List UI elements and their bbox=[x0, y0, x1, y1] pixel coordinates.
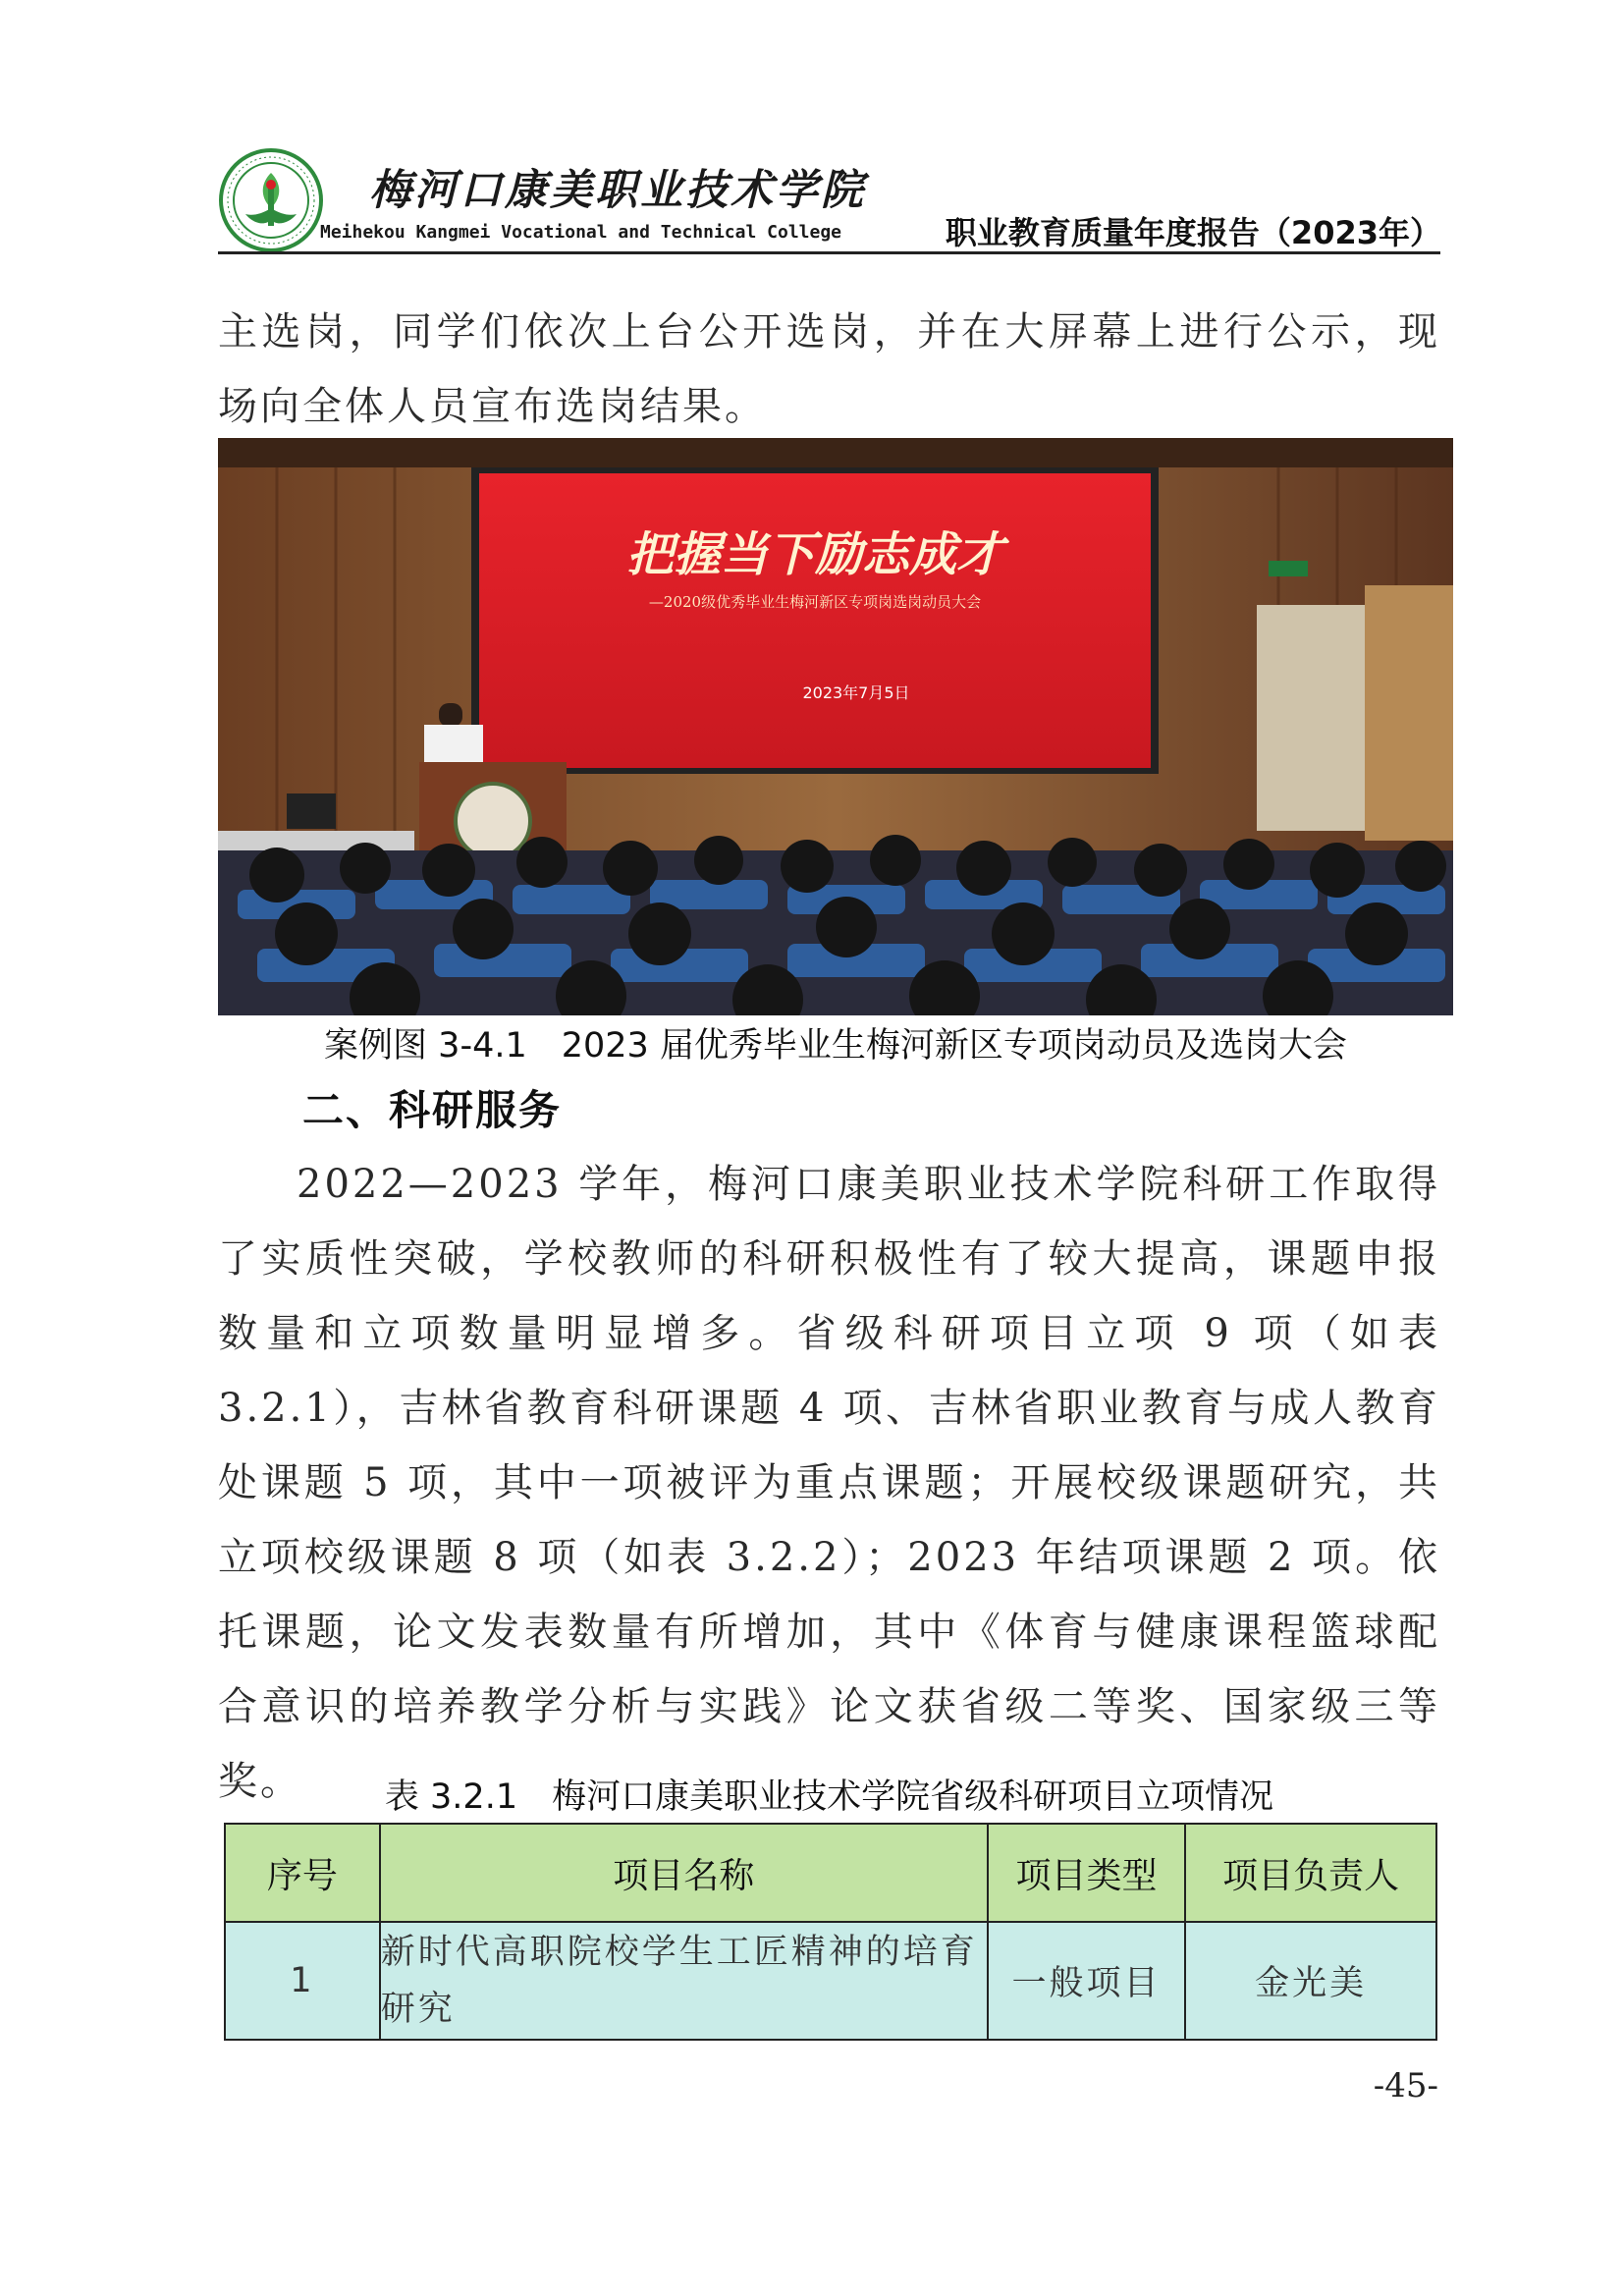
section-heading: 二、科研服务 bbox=[302, 1086, 563, 1134]
screen-date: 2023年7月5日 bbox=[802, 683, 910, 702]
intro-paragraph: 主选岗，同学们依次上台公开选岗，并在大屏幕上进行公示，现场向全体人员宣布选岗结果。 bbox=[218, 309, 1440, 429]
page-number: -45- bbox=[1373, 2066, 1438, 2105]
report-title: 职业教育质量年度报告（2023年） bbox=[945, 214, 1441, 251]
header-divider bbox=[218, 251, 1440, 254]
event-photo bbox=[218, 438, 1453, 1015]
photo-caption: 案例图 3-4.1 2023 届优秀毕业生梅河新区专项岗动员及选岗大会 bbox=[324, 1026, 1347, 1066]
table-row bbox=[225, 1922, 1436, 2040]
header-cell-no: 序号 bbox=[225, 1824, 380, 1922]
cell-leader: 金光美 bbox=[1185, 1922, 1436, 2040]
header-cell-name: 项目名称 bbox=[380, 1824, 988, 1922]
college-logo bbox=[218, 147, 324, 253]
school-name-en: Meihekou Kangmei Vocational and Technical College bbox=[320, 222, 842, 243]
screen-subtitle: —2020级优秀毕业生梅河新区专项岗选岗动员大会 bbox=[648, 593, 982, 611]
table-caption: 表 3.2.1 梅河口康美职业技术学院省级科研项目立项情况 bbox=[384, 1777, 1274, 1817]
body-paragraph: 2022—2023 学年，梅河口康美职业技术学院科研工作取得了实质性突破，学校教师的科研积极性有了较大提高，课题申报数量和立项数量明显增多。省级科研项目立项 9 项（如表 3.2.1），吉林省教育科研课题 4 项、吉林省职业教育与成人教育处课题 5 项，其中一项被评为重点课题；开展校级课题研究，共立项校级课题 8 项（如表 3.2.2）；2023 年结项课题 2 项。依托课题，论文发表数量有所增加，其中《体育与健康课程篮球配合意识的培养教学分析与实践》论文获省级二等奖、国家级三等奖。 bbox=[218, 1162, 1440, 1804]
project-table bbox=[224, 1823, 1437, 2041]
school-name-cn: 梅河口康美职业技术学院 bbox=[369, 166, 866, 215]
cell-type: 一般项目 bbox=[988, 1922, 1186, 2040]
header-cell-type: 项目类型 bbox=[988, 1824, 1186, 1922]
header-cell-leader: 项目负责人 bbox=[1185, 1824, 1436, 1922]
table-header-row bbox=[225, 1824, 1436, 1922]
screen-title: 把握当下励志成才 bbox=[625, 527, 1004, 582]
cell-no: 1 bbox=[225, 1922, 380, 2040]
cell-name: 新时代高职院校学生工匠精神的培育研究 bbox=[380, 1922, 988, 2040]
